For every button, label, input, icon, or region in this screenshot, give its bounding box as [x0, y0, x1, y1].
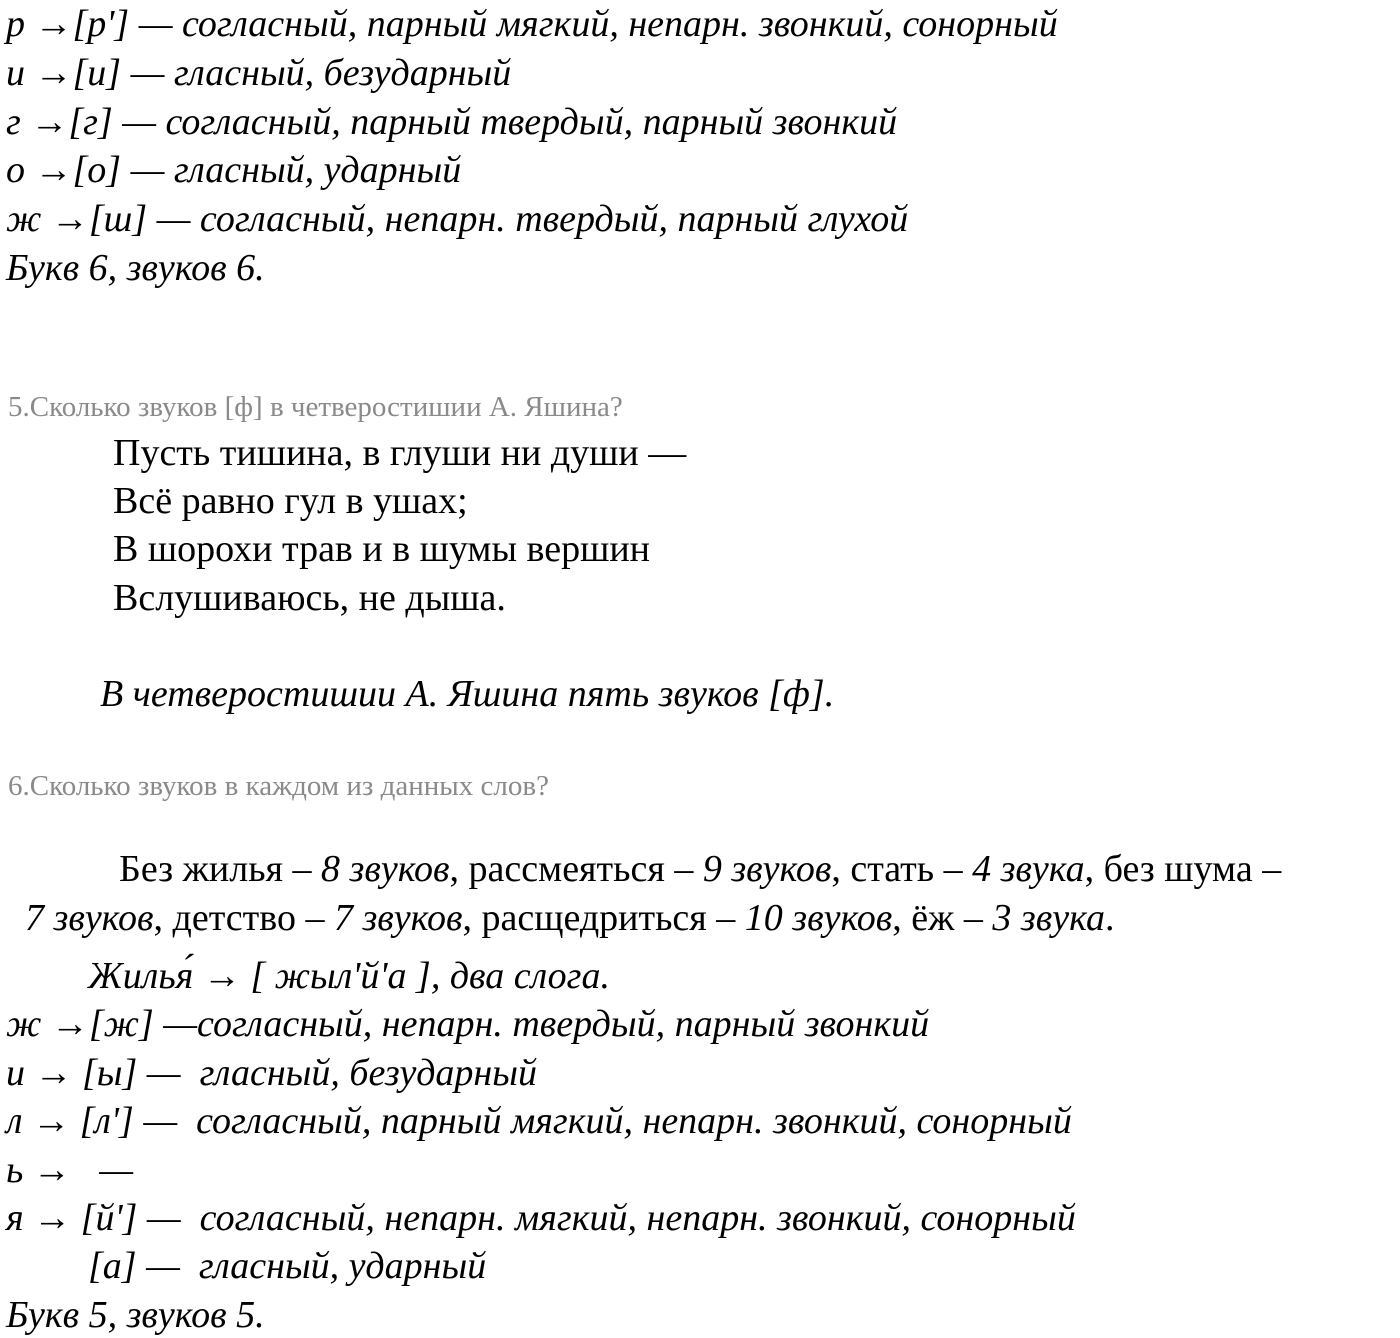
separator: – [664, 848, 703, 890]
poem-line-2: Всё равно гул в ушах; [113, 480, 468, 522]
word: ёж [911, 897, 955, 939]
comma: , [1084, 848, 1104, 890]
sound-count: 8 звуков [321, 848, 450, 890]
sound-count: 7 звуков [25, 897, 154, 939]
analysis-2-line-a: [а] — гласный, ударный [88, 1245, 487, 1287]
comma: , [449, 848, 469, 890]
period: . [1104, 897, 1115, 939]
analysis-2-line-l: л → [л'] — согласный, парный мягкий, непарн. звонкий, сонорный [6, 1100, 1072, 1142]
sound-count: 10 звуков [744, 897, 893, 939]
analysis-2-line-ya: я → [й'] — согласный, непарн. мягкий, непарн. звонкий, сонорный [6, 1197, 1076, 1239]
comma: , [462, 897, 482, 939]
analysis-1-line-i: и →[и] — гласный, безударный [6, 52, 512, 94]
analysis-2-line-zh: ж →[ж] —согласный, непарн. твердый, парный звонкий [6, 1003, 930, 1045]
poem-line-3: В шорохи трав и в шумы вершин [113, 528, 651, 570]
analysis-1-line-o: о →[о] — гласный, ударный [6, 149, 462, 191]
separator: – [954, 897, 993, 939]
separator: – [706, 897, 745, 939]
analysis-1-line-g: г →[г] — согласный, парный твердый, парный звонкий [6, 101, 898, 143]
analysis-2-line-i: и → [ы] — гласный, безударный [6, 1052, 538, 1094]
word: без шума [1103, 848, 1253, 890]
analysis-2-heading: Жилья́ → [ жыл'й'а ], два слога. [88, 955, 610, 997]
analysis-2-summary: Букв 5, звуков 5. [6, 1294, 265, 1336]
comma: , [892, 897, 912, 939]
word: рассмеяться [468, 848, 665, 890]
comma: , [831, 848, 851, 890]
sound-count: 7 звуков [333, 897, 463, 939]
task-5-question: 5.Сколько звуков [ф] в четверостишии А. Яшина? [8, 391, 623, 423]
poem-line-1: Пусть тишина, в глуши ни души — [113, 432, 687, 474]
word: Без жилья [119, 848, 284, 890]
separator: – [1252, 848, 1282, 890]
analysis-1-line-zh: ж →[ш] — согласный, непарн. твердый, парный глухой [6, 198, 909, 240]
word: расщедриться [481, 897, 707, 939]
separator: – [934, 848, 973, 890]
task-6-answer-line-2 [6, 861, 1114, 937]
sound-count: 9 звуков [702, 848, 832, 890]
sound-count: 3 звука [992, 897, 1105, 939]
comma: , [153, 897, 173, 939]
sound-count: 4 звука [972, 848, 1085, 890]
separator: – [295, 897, 334, 939]
task-6-question: 6.Сколько звуков в каждом из данных слов? [8, 770, 549, 802]
poem-line-4: Вслушиваюсь, не дыша. [113, 577, 506, 619]
word: стать [850, 848, 935, 890]
separator: – [283, 848, 322, 890]
task-5-answer: В четверостишии А. Яшина пять звуков [ф]. [100, 673, 835, 715]
analysis-1-line-r: р →[р'] — согласный, парный мягкий, непарн. звонкий, сонорный [6, 3, 1058, 45]
analysis-1-summary: Букв 6, звуков 6. [6, 247, 265, 289]
word: детство [172, 897, 296, 939]
analysis-2-line-soft-sign: ь → — [6, 1149, 134, 1191]
